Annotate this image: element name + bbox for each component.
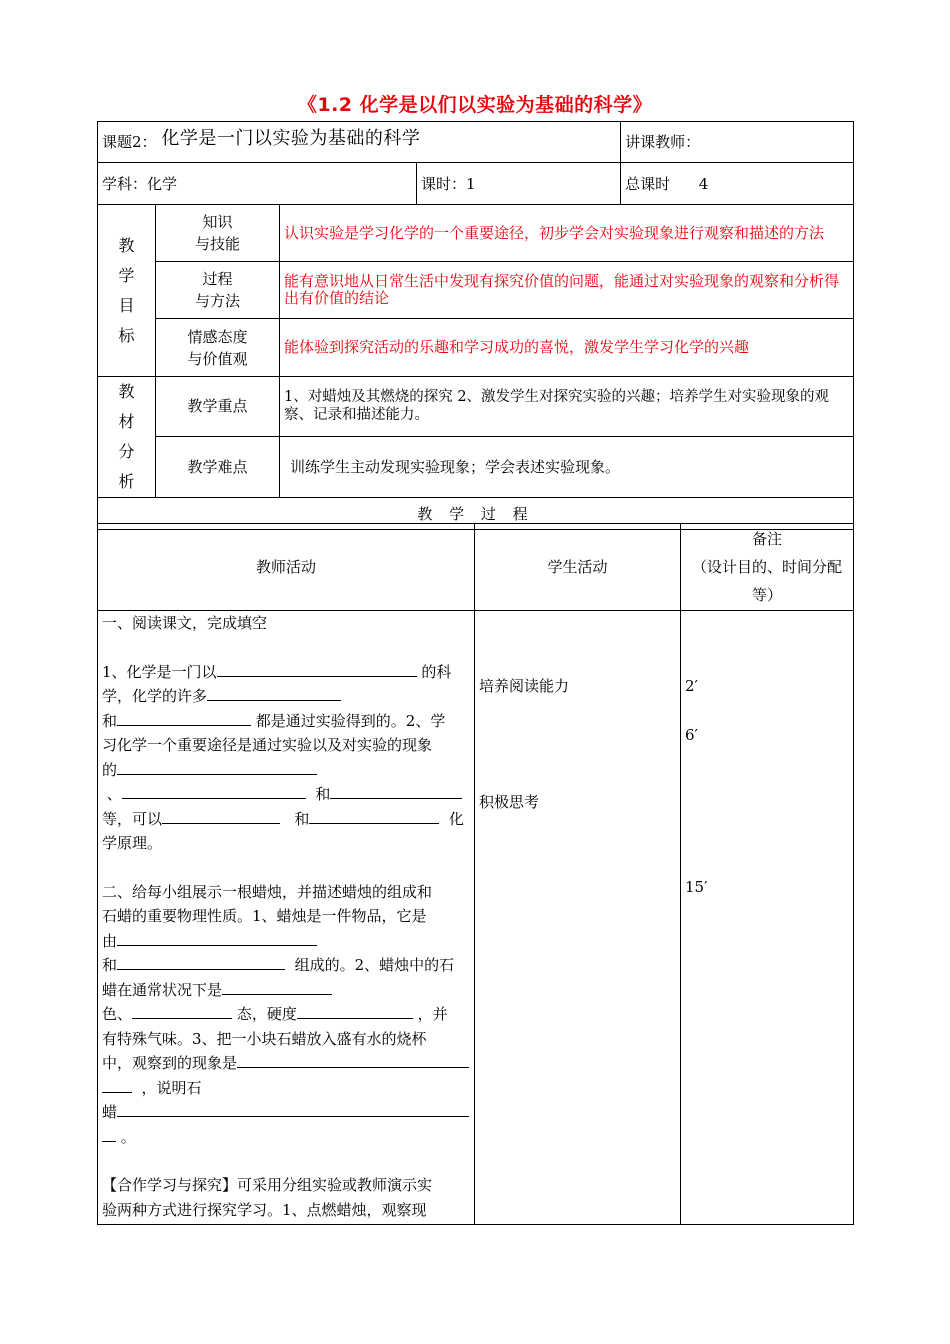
student-activity-header: 学生活动 xyxy=(475,524,681,611)
blank xyxy=(132,1003,232,1019)
blank xyxy=(162,808,280,824)
process-table xyxy=(97,523,854,1225)
teacher-activity-content: 一、阅读课文，完成填空 1、化学是一门以 的科 学，化学的许多 和 都是通过实验得到的。2、学 习化学一个重要途径是通过实验以及对实验的现象 的 、 和 等，可以 和 化 学原理。 二、给每小组展示一根蜡烛，并描述蜡烛的组成和 石蜡的重要物理性质。1、蜡烛是一件物品，它是 由 和 组成的。2、蜡烛中的石 蜡在通常状况下是 色、 态，硬度 ，并 有特殊气味。3、把一小块石蜡放入盛有水的烧杯 中，观察到的现象是 ，说明石 蜡 。 【合作学习与探究】可采用分组实验或教师演示实 验两种方式进行探究学习。1、点燃蜡烛，观察现 xyxy=(98,611,475,1225)
remark-header: 备注 （设计目的、时间分配 等） xyxy=(681,524,854,611)
difficulty-label: 教学难点 xyxy=(156,436,280,497)
topic-cell xyxy=(98,122,621,163)
goals-group-label: 教 学 目 标 xyxy=(98,205,156,377)
lessons-label: 课时：1 xyxy=(417,163,621,205)
goal-knowledge-label: 知识 与技能 xyxy=(156,205,280,262)
blank xyxy=(117,759,317,775)
topic-label: 课题2： xyxy=(102,133,157,151)
remark-time-1: 2′ xyxy=(685,677,698,695)
goal-emotion-content: 能体验到探究活动的乐趣和学习成功的喜悦，激发学生学习化学的兴趣 xyxy=(280,319,854,377)
blank xyxy=(217,661,417,677)
topic-value: 化学是一门以实验为基础的科学 xyxy=(161,128,421,149)
student-activity-content xyxy=(475,611,681,1225)
goal-process-label: 过程 与方法 xyxy=(156,262,280,319)
goal-process-content: 能有意识地从日常生活中发现有探究价值的问题，能通过对实验现象的观察和分析得出有价值的结论 xyxy=(280,262,854,319)
blank xyxy=(207,685,341,701)
total-lessons-cell xyxy=(621,163,854,205)
total-lessons-value: 4 xyxy=(698,174,709,193)
teacher-label: 讲课教师： xyxy=(621,122,854,163)
blank xyxy=(237,1052,469,1068)
student-activity-1: 培养阅读能力 xyxy=(479,677,570,695)
cooperative-learning-text: 【合作学习与探究】可采用分组实验或教师演示实 xyxy=(102,1176,433,1194)
teacher-activity-header: 教师活动 xyxy=(98,524,475,611)
blank xyxy=(222,979,332,995)
student-activity-2: 积极思考 xyxy=(479,793,540,811)
remark-time-2: 6′ xyxy=(685,726,698,744)
blank xyxy=(117,930,317,946)
difficulty-content: 训练学生主动发现实验现象；学会表述实验现象。 xyxy=(280,436,854,497)
blank xyxy=(330,783,462,799)
section-1-title: 一、阅读课文，完成填空 xyxy=(102,614,268,632)
process-heading: 教 学 过 程 xyxy=(98,498,854,530)
page-title: 《1.2 化学是以们以实验为基础的科学》 xyxy=(297,94,653,116)
remark-time-3: 15′ xyxy=(685,878,708,896)
blank xyxy=(102,1126,116,1142)
analysis-group-label: 教 材 分 析 xyxy=(98,377,156,498)
blank xyxy=(117,954,285,970)
blank xyxy=(117,1101,469,1117)
blank xyxy=(309,808,439,824)
blank xyxy=(297,1003,413,1019)
lesson-info-table xyxy=(97,121,854,530)
subject-label: 学科：化学 xyxy=(98,163,417,205)
key-point-label: 教学重点 xyxy=(156,377,280,437)
key-point-content: 1、对蜡烛及其燃烧的探究 2、激发学生对探究实验的兴趣；培养学生对实验现象的观察、记录和描述能力。 xyxy=(280,377,854,437)
blank xyxy=(122,783,306,799)
goal-emotion-label: 情感态度 与价值观 xyxy=(156,319,280,377)
total-lessons-label: 总课时 xyxy=(625,174,671,193)
remark-content xyxy=(681,611,854,1225)
goal-knowledge-content: 认识实验是学习化学的一个重要途径，初步学会对实验现象进行观察和描述的方法 xyxy=(280,205,854,262)
blank xyxy=(117,710,251,726)
blank xyxy=(102,1077,132,1093)
